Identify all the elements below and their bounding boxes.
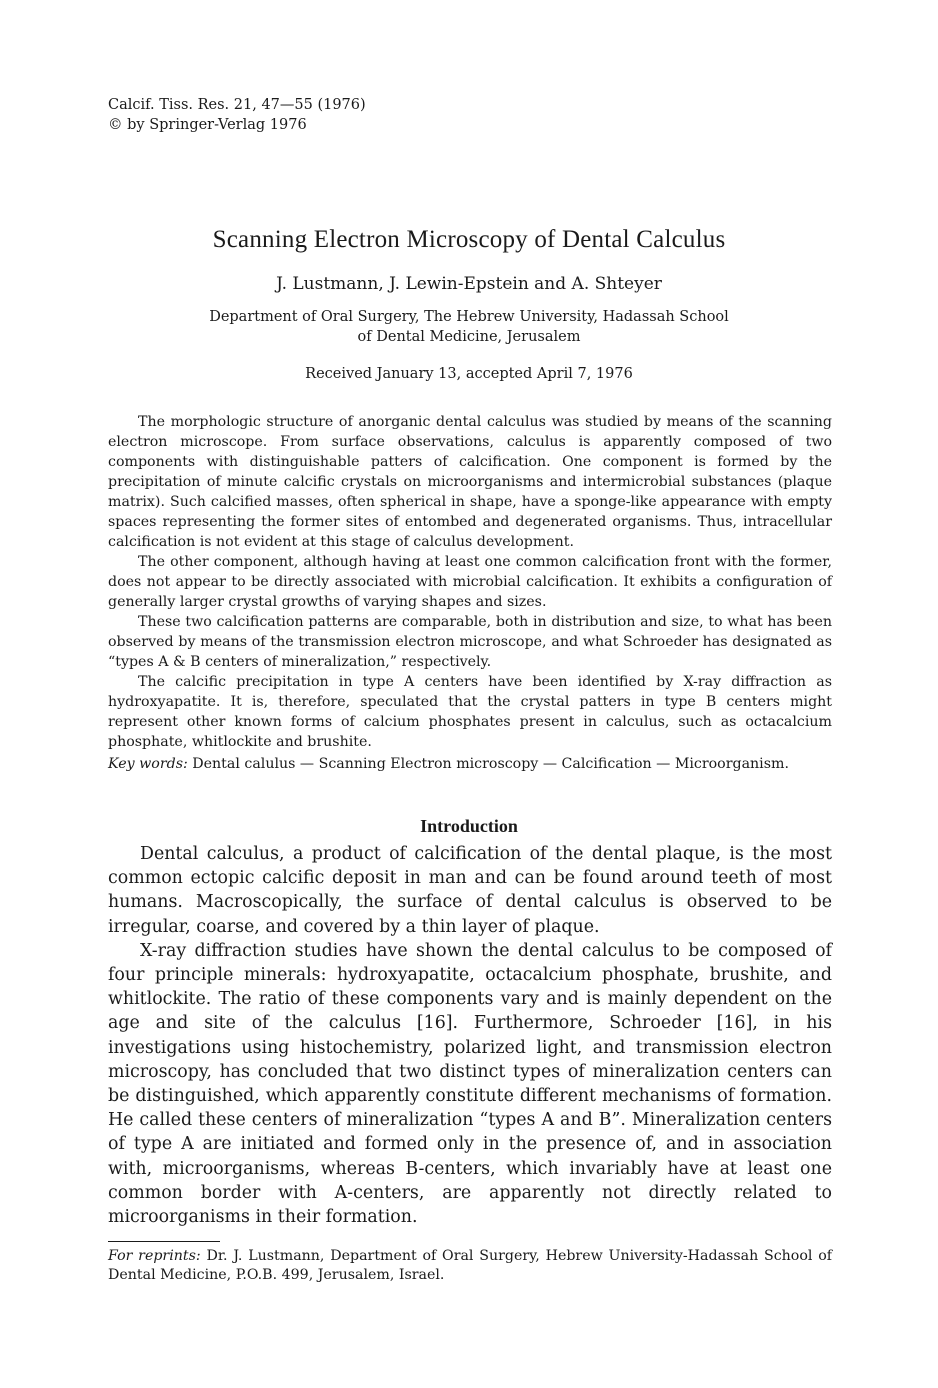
authors: J. Lustmann, J. Lewin-Epstein and A. Shteyer xyxy=(276,274,662,294)
affiliation xyxy=(0,307,938,347)
abstract-paragraph: The other component, although having at least one common calcification front with the former, does not appear to be directly associated with microbial calcification. It exhibits a configuration of generally larger crystal growths of varying shapes and sizes. xyxy=(108,554,832,610)
affiliation-line-2: of Dental Medicine, Jerusalem xyxy=(357,329,581,345)
journal-citation: Calcif. Tiss. Res. 21, 47—55 (1976) xyxy=(108,97,366,113)
introduction-paragraph: Dental calculus, a product of calcification of the dental plaque, is the most common ectopic calcific deposit in man and can be found around teeth of most humans. Macroscopically, the surface of dental calculus is observed to be irregular, coarse, and covered by a thin layer of plaque. xyxy=(108,844,832,937)
abstract-paragraph: The morphologic structure of anorganic dental calculus was studied by means of the scanning electron microscope. From surface observations, calculus is apparently composed of two components with distinguishable patters of calcification. One component is formed by the precipitation of minute calcific crystals on microorganisms and intermicrobial substances (plaque matrix). Such calcified masses, often spherical in shape, have a sponge-like appearance with empty spaces representing the former sites of entombed and degenerated organisms. Thus, intracellular calcification is not evident at this stage of calculus development. xyxy=(108,414,832,550)
keywords xyxy=(108,754,832,774)
received-date: Received January 13, accepted April 7, 1976 xyxy=(305,366,633,382)
footnote-label: For reprints: xyxy=(108,1248,201,1264)
keywords-label: Key words: xyxy=(108,756,188,772)
abstract xyxy=(108,412,832,774)
abstract-paragraph: The calcific precipitation in type A centers have been identified by X-ray diffraction as hydroxyapatite. It is, therefore, speculated that the crystal patters in type B centers might represent other known forms of calcium phosphates present in calculus, such as octacalcium phosphate, whitlockite and brushite. xyxy=(108,674,832,750)
paper-title: Scanning Electron Microscopy of Dental Calculus xyxy=(212,226,726,253)
introduction-heading: Introduction xyxy=(420,816,518,836)
introduction-body xyxy=(108,842,832,1229)
footnote xyxy=(108,1247,832,1285)
journal-header xyxy=(108,95,366,135)
keywords-text: Dental calulus — Scanning Electron microscopy — Calcification — Microorganism. xyxy=(187,756,789,772)
introduction-paragraph: X-ray diffraction studies have shown the dental calculus to be composed of four principle minerals: hydroxyapatite, octacalcium phosphate, brushite, and whitlockite. The ratio of these components vary and is mainly dependent on the age and site of the calculus [16]. Furthermore, Schroeder [16], in his investigations using histochemistry, polarized light, and transmission electron microscopy, has concluded that two distinct types of mineralization centers can be distinguished, which apparently constitute different mechanisms of formation. He called these centers of mineralization “types A and B”. Mineralization centers of type A are initiated and formed only in the presence of, and in association with, microorganisms, whereas B-centers, which invariably have at least one common border with A-centers, are apparently not directly related to microorganisms in their formation. xyxy=(108,940,832,1228)
copyright-line: © by Springer-Verlag 1976 xyxy=(108,117,307,133)
affiliation-line-1: Department of Oral Surgery, The Hebrew University, Hadassah School xyxy=(209,309,729,325)
abstract-paragraph: These two calcification patterns are comparable, both in distribution and size, to what has been observed by means of the transmission electron microscope, and what Schroeder has designated as “types A & B centers of mineralization,” respectively. xyxy=(108,614,832,670)
footnote-text: Dr. J. Lustmann, Department of Oral Surgery, Hebrew University-Hadassah School of Dental Medicine, P.O.B. 499, Jerusalem, Israel. xyxy=(108,1248,832,1283)
footnote-rule xyxy=(108,1241,220,1242)
